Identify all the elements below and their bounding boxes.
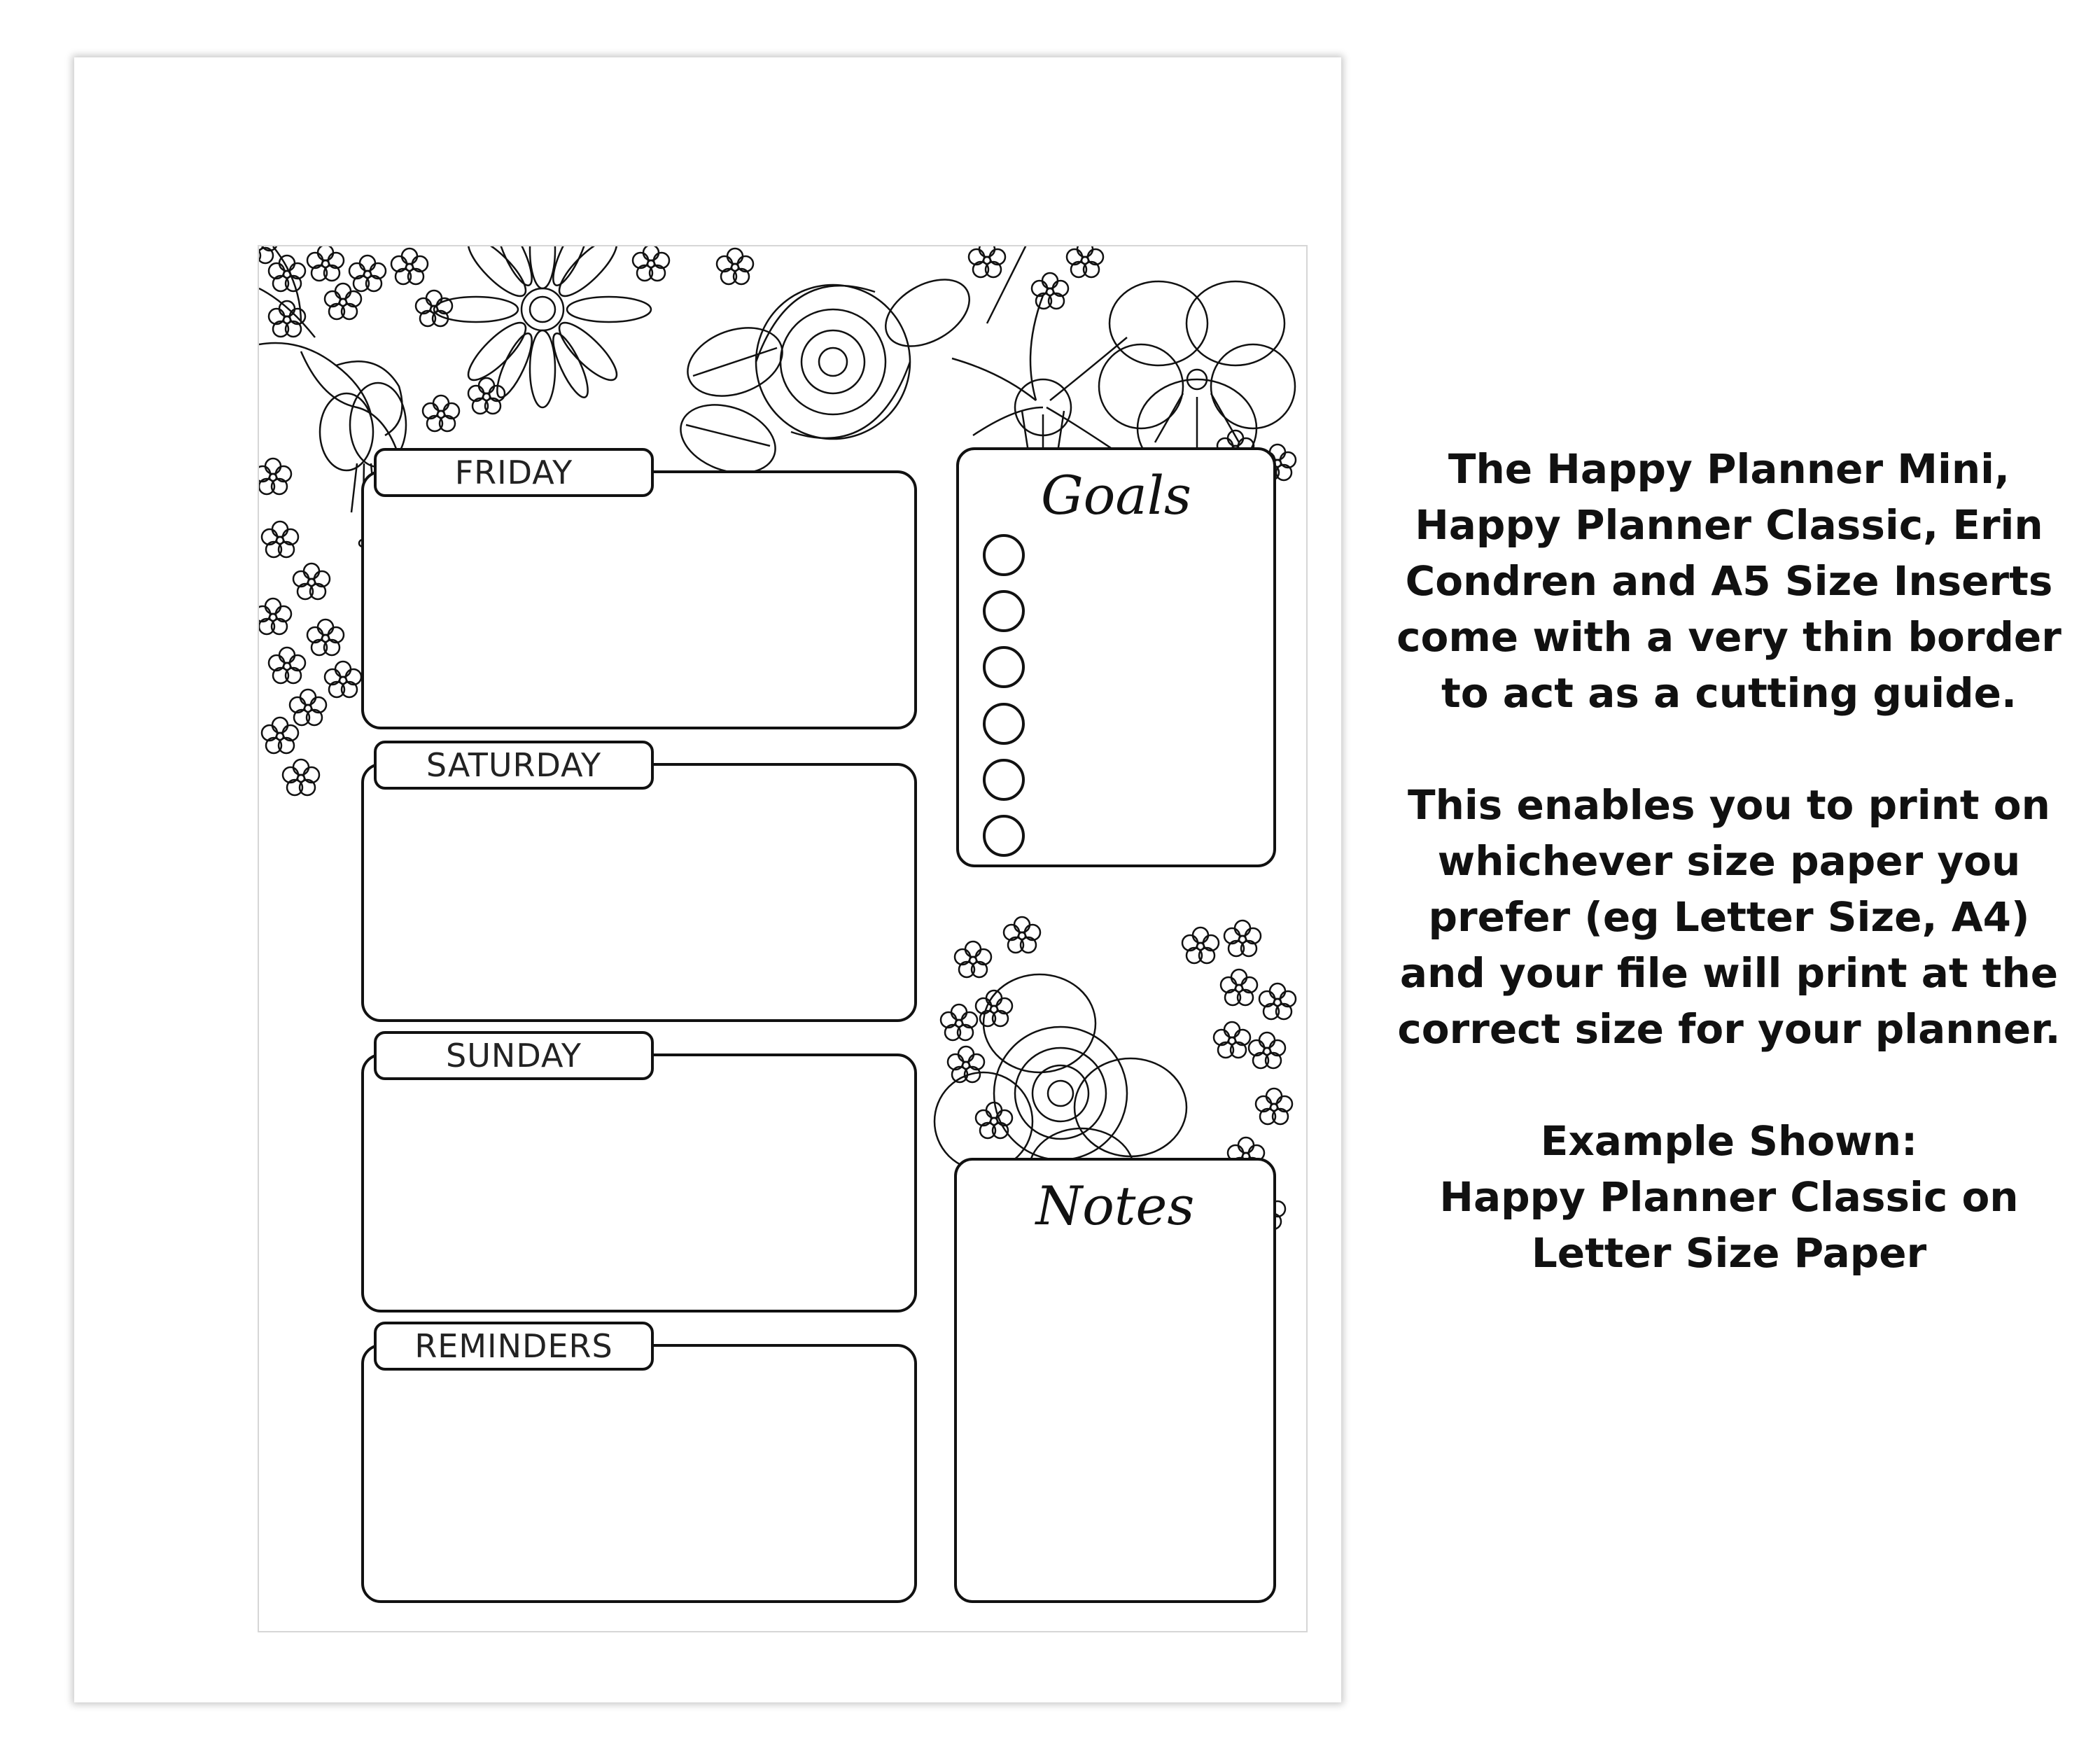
- notes-title: Notes: [1035, 1175, 1195, 1237]
- goal-checkbox[interactable]: [983, 759, 1025, 801]
- example-detail: Happy Planner Classic on Letter Size Paper: [1439, 1173, 2019, 1277]
- description-paragraph-paper-size: This enables you to print on whichever size paper you prefer (eg Letter Size, A4) and your file will print at the correct size for your planner.: [1397, 781, 2061, 1053]
- daisy-icon: [434, 246, 651, 407]
- planner-insert-page: [258, 245, 1308, 1632]
- letter-paper-sheet: [74, 57, 1341, 1702]
- sunday-box[interactable]: [361, 1054, 917, 1312]
- saturday-box[interactable]: [361, 763, 917, 1022]
- saturday-label: SATURDAY: [374, 741, 654, 790]
- example-heading: Example Shown:: [1540, 1117, 1918, 1165]
- goal-checkbox[interactable]: [983, 590, 1025, 632]
- notes-box[interactable]: [954, 1158, 1276, 1603]
- description-paragraph-cutting-guide: The Happy Planner Mini, Happy Planner Classic, Erin Condren and A5 Size Inserts come with a very thin border to act as a cutting guide.: [1396, 445, 2062, 717]
- goals-title: Goals: [1040, 464, 1192, 526]
- goal-checkbox[interactable]: [983, 703, 1025, 745]
- friday-label: FRIDAY: [374, 448, 654, 497]
- goal-checkbox[interactable]: [983, 815, 1025, 857]
- goals-box: [956, 447, 1276, 867]
- reminders-label: REMINDERS: [374, 1322, 654, 1371]
- product-description: [1393, 441, 2065, 1281]
- sunday-label: SUNDAY: [374, 1031, 654, 1080]
- reminders-box[interactable]: [361, 1344, 917, 1603]
- goal-checkbox[interactable]: [983, 646, 1025, 688]
- rose-icon: [671, 266, 981, 485]
- goal-checkbox[interactable]: [983, 534, 1025, 576]
- friday-box[interactable]: [361, 470, 917, 729]
- forget-me-not-icon: [259, 246, 277, 263]
